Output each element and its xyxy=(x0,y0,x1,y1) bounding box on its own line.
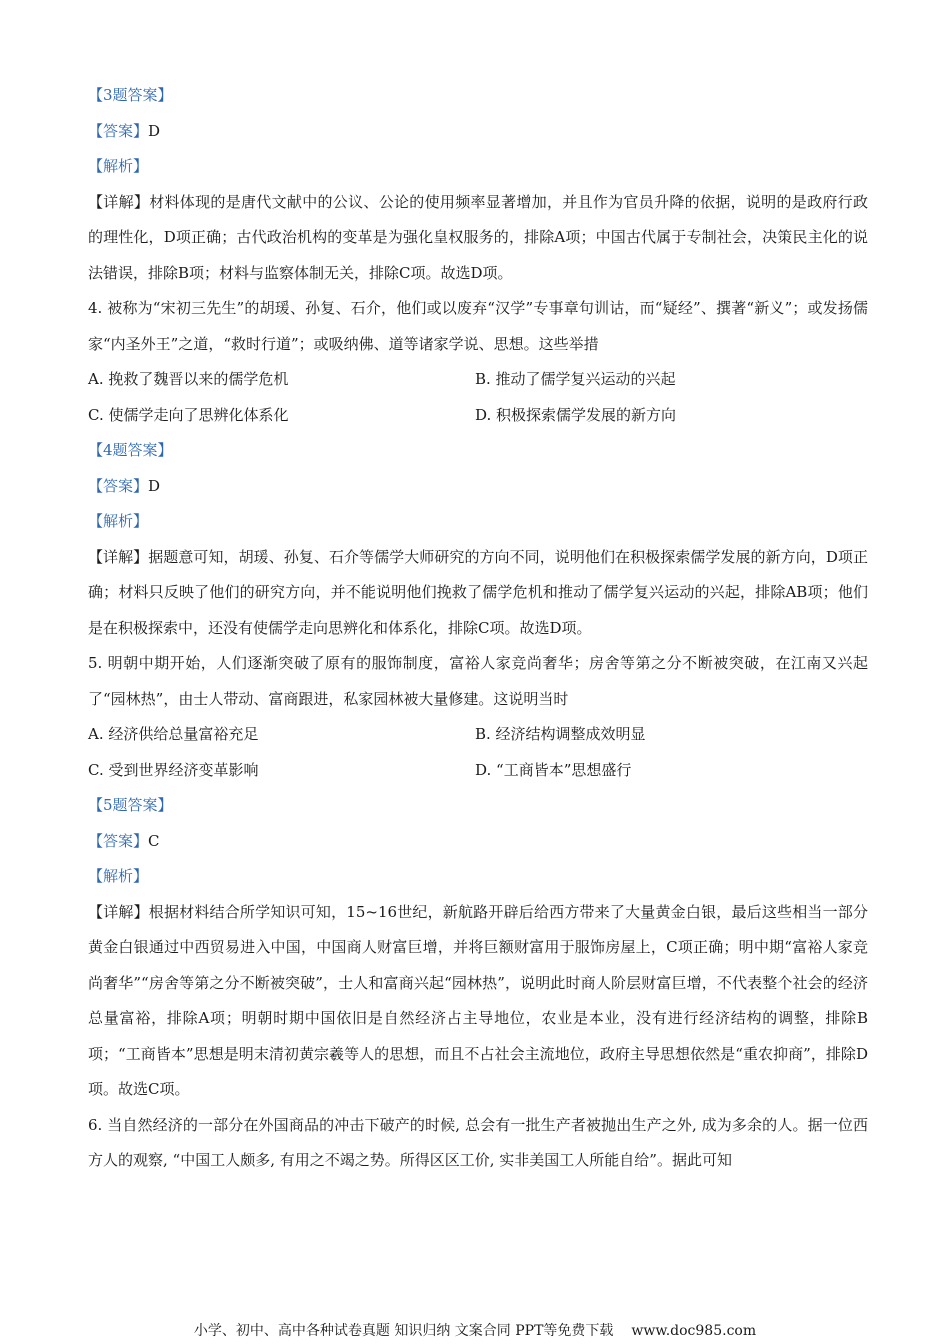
q4-option-b: B. 推动了儒学复兴运动的兴起 xyxy=(475,370,676,388)
q5-detail xyxy=(88,895,868,1108)
detail-text: 材料体现的是唐代文献中的公议、公论的使用频率显著增加，并且作为官员升降的依据，说明的是政府行政的理性化，D项正确；古代政治机构的变革是为强化皇权服务的，排除A项；中国古代属于专制社会，决策民主化的说法错误，排除B项；材料与监察体制无关，排除C项。故选D项。 xyxy=(88,192,868,282)
q4-option-d: D. 积极探索儒学发展的新方向 xyxy=(475,405,677,424)
q5-options-row-1 xyxy=(88,717,868,753)
detail-text: 根据材料结合所学知识可知，15~16世纪，新航路开辟后给西方带来了大量黄金白银，最后这些相当一部分黄金白银通过中西贸易进入中国，中国商人财富巨增，并将巨额财富用于服饰房屋上，C项正确；明中期“富裕人家竞尚奢华”“房舍等第之分不断被突破”，士人和富商兴起“园林热”，说明此时商人阶层财富巨增，不代表整个社会的经济总量富裕，排除A项；明朝时期中国依旧是自然经济占主导地位，农业是本业，没有进行经济结构的调整，排除B项；“工商皆本”思想是明末清初黄宗羲等人的思想，而且不占社会主流地位，政府主导思想依然是“重农抑商”，排除D项。故选C项。 xyxy=(88,902,868,1098)
q3-detail xyxy=(88,185,868,292)
document-page xyxy=(88,78,868,1179)
q4-option-c: C. 使儒学走向了思辨化体系化 xyxy=(88,405,289,424)
q3-answer-row xyxy=(88,114,868,150)
detail-text: 据题意可知，胡瑗、孙复、石介等儒学大师研究的方向不同，说明他们在积极探索儒学发展的新方向，D项正确；材料只反映了他们的研究方向，并不能说明他们挽救了儒学危机和推动了儒学复兴运动的兴起，排除AB项；他们是在积极探索中，还没有使儒学走向思辨化和体系化，排除C项。故选D项。 xyxy=(88,547,868,637)
answer-label: 【答案】 xyxy=(88,831,149,850)
detail-label: 【详解】 xyxy=(88,192,150,211)
detail-label: 【详解】 xyxy=(88,902,149,921)
answer-value: C xyxy=(148,831,160,850)
page-footer xyxy=(0,1320,950,1340)
q4-answer-header: 【4题答案】 xyxy=(88,441,173,459)
detail-label: 【详解】 xyxy=(88,547,149,566)
q3-answer-header: 【3题答案】 xyxy=(88,86,173,104)
q3-analysis-label: 【解析】 xyxy=(88,157,149,175)
q5-answer-header: 【5题答案】 xyxy=(88,796,173,814)
q4-stem: 4. 被称为“宋初三先生”的胡瑗、孙复、石介，他们或以废弃“汉学”专事章句训诂，而“疑经”、撰著“新义”；或发扬儒家“内圣外王”之道，“救时行道”；或吸纳佛、道等诸家学说、思想。这些举措 xyxy=(88,299,868,353)
q6-stem: 6. 当自然经济的一部分在外国商品的冲击下破产的时候, 总会有一批生产者被抛出生产之外, 成为多余的人。据一位西方人的观察, “中国工人颇多, 有用之不竭之势。所得区区工价, 实非美国工人所能自给”。据此可知 xyxy=(88,1115,868,1169)
q5-option-b: B. 经济结构调整成效明显 xyxy=(475,725,646,743)
q5-option-a: A. 经济供给总量富裕充足 xyxy=(88,725,259,743)
q5-stem: 5. 明朝中期开始，人们逐渐突破了原有的服饰制度，富裕人家竞尚奢华；房舍等第之分不断被突破，在江南又兴起了“园林热”，由士人带动、富商跟进，私家园林被大量修建。这说明当时 xyxy=(88,654,868,708)
q4-options-row-1 xyxy=(88,362,868,398)
q4-options-row-2 xyxy=(88,398,868,434)
q5-analysis-label: 【解析】 xyxy=(88,867,149,885)
q5-option-d: D. “工商皆本”思想盛行 xyxy=(475,760,632,779)
footer-url[interactable]: www.doc985.com xyxy=(631,1323,757,1339)
q4-detail xyxy=(88,540,868,647)
answer-label: 【答案】 xyxy=(88,121,149,140)
answer-value: D xyxy=(148,121,161,140)
q4-answer-row xyxy=(88,469,868,505)
answer-label: 【答案】 xyxy=(88,476,149,495)
q4-option-a: A. 挽救了魏晋以来的儒学危机 xyxy=(88,370,289,388)
footer-text: 小学、初中、高中各种试卷真题 知识归纳 文案合同 PPT等免费下载 xyxy=(193,1323,614,1339)
q5-answer-row xyxy=(88,824,868,860)
answer-value: D xyxy=(148,476,161,495)
q5-options-row-2 xyxy=(88,753,868,789)
q5-option-c: C. 受到世界经济变革影响 xyxy=(88,760,259,779)
q4-analysis-label: 【解析】 xyxy=(88,512,149,530)
